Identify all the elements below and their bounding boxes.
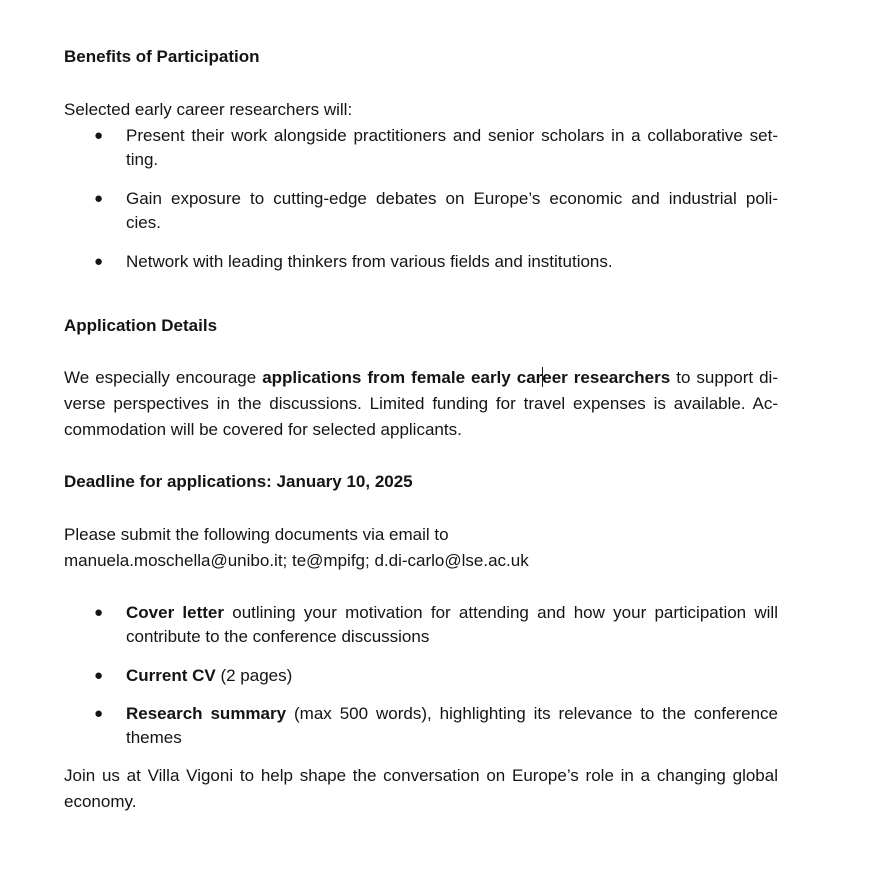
submission-instructions: Please submit the following documents via email to manuela.moschella@unibo.it; te@mpifg; d.di-carlo@lse.ac.uk xyxy=(64,522,778,574)
email-addresses[interactable]: manuela.moschella@unibo.it; te@mpifg; d.di-carlo@lse.ac.uk xyxy=(64,551,529,570)
deadline-text: Deadline for applications: January 10, 2025 xyxy=(64,472,413,491)
bullet-icon: ● xyxy=(94,127,104,144)
application-heading: Application Details xyxy=(64,316,218,335)
bullet-icon: ● xyxy=(94,705,104,722)
benefits-intro: Selected early career researchers will: xyxy=(64,100,353,119)
bullet-icon: ● xyxy=(94,667,104,684)
bullet-icon: ● xyxy=(94,253,104,270)
closing-paragraph: Join us at Villa Vigoni to help shape the conversation on Europe’s role in a changing global economy. xyxy=(64,766,778,811)
bullet-icon: ● xyxy=(94,604,104,621)
application-paragraph: We especially encourage applications from female early career researchers to support di- verse perspectives in the discussions. Limited funding for travel expenses is available. Ac- commodation will be covered for selected applicants. xyxy=(64,368,778,439)
bullet-icon: ● xyxy=(94,190,104,207)
benefits-heading: Benefits of Participation xyxy=(64,47,260,66)
